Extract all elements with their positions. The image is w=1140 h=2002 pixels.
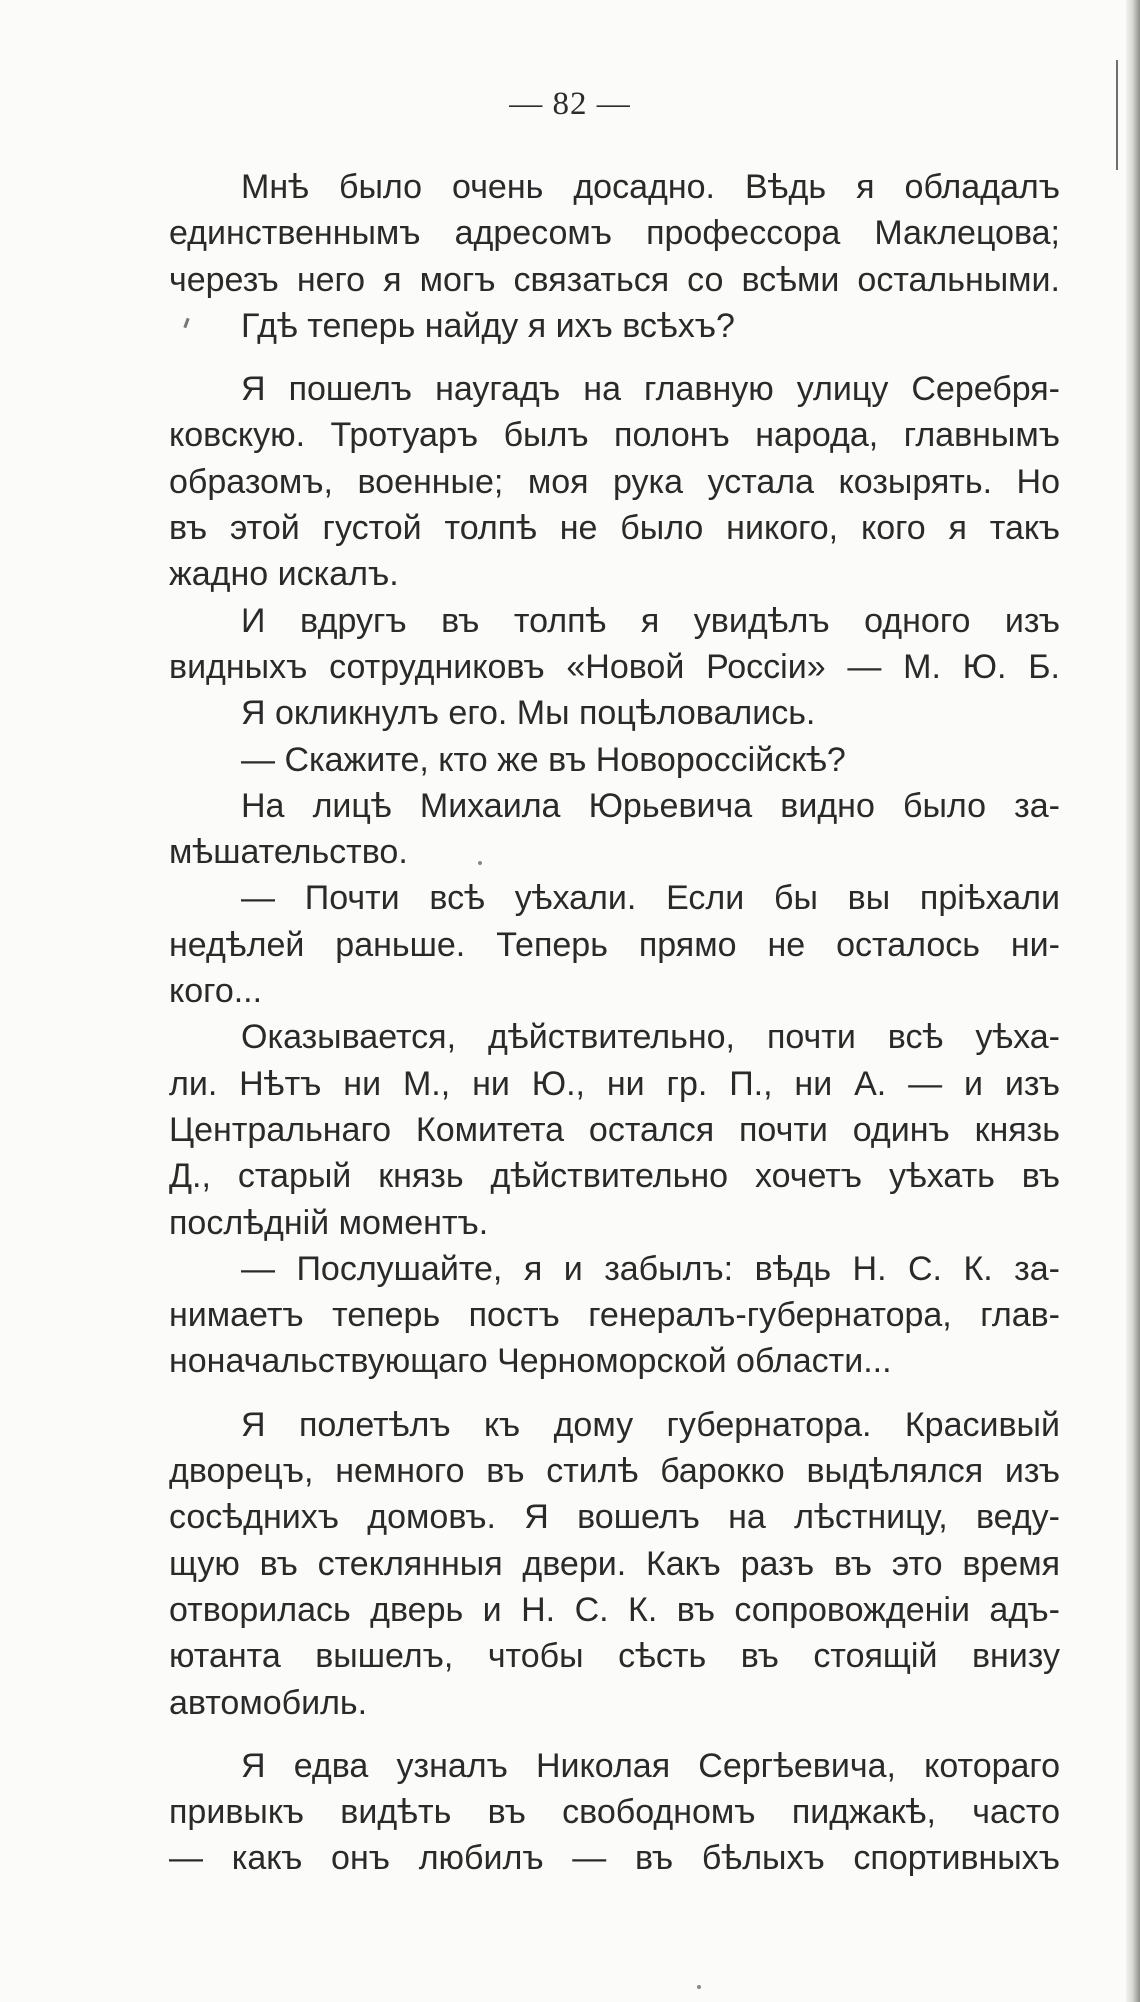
text-line: — Послушайте, я и забылъ: вѣдь Н. С. К. за- (241, 1249, 1060, 1288)
text-line: Я окликнулъ его. Мы поцѣловались. (241, 694, 816, 733)
text-line: Я едва узналъ Николая Сергѣевича, котораго (241, 1746, 1060, 1785)
text-line: Гдѣ теперь найду я ихъ всѣхъ? (241, 306, 735, 345)
text-line: черезъ него я могъ связаться со всѣми остальными. (169, 260, 1060, 299)
text-line: И вдругъ въ толпѣ я увидѣлъ одного изъ (241, 601, 1060, 640)
text-line: недѣлей раньше. Теперь прямо не осталось ни- (169, 925, 1060, 964)
text-line: На лицѣ Михаила Юрьевича видно было за- (241, 786, 1060, 825)
text-line: въ этой густой толпѣ не было никого, кого я такъ (169, 509, 1060, 548)
text-line: щую въ стеклянныя двери. Какъ разъ въ это время (169, 1544, 1060, 1583)
text-line: единственнымъ адресомъ профессора Маклецова; (169, 214, 1060, 253)
page-edge-shadow (1126, 0, 1140, 2002)
text-line: отворилась дверь и Н. С. К. въ сопровожденіи адъ- (169, 1590, 1060, 1629)
text-line: нимаетъ теперь постъ генералъ-губернатора, глав- (169, 1296, 1060, 1335)
text-line: видныхъ сотрудниковъ «Новой Россіи» — М. Ю. Б. (169, 647, 1060, 686)
text-line: Центральнаго Комитета остался почти одинъ князь (169, 1110, 1060, 1149)
page-number: — 82 — (509, 86, 631, 122)
text-line: дворецъ, немного въ стилѣ барокко выдѣлялся изъ (169, 1452, 1060, 1491)
body-text (169, 164, 1060, 1882)
text-line: — Скажите, кто же въ Новороссійскѣ? (241, 740, 846, 779)
text-line: Я пошелъ наугадъ на главную улицу Серебря- (241, 370, 1060, 409)
text-line: автомобиль. (169, 1683, 368, 1722)
text-line: образомъ, военные; моя рука устала козырять. Но (169, 462, 1060, 501)
text-line: ли. Нѣтъ ни М., ни Ю., ни гр. П., ни А. — и изъ (169, 1064, 1060, 1103)
text-line: — какъ онъ любилъ — въ бѣлыхъ спортивныхъ (169, 1839, 1060, 1878)
text-line: привыкъ видѣть въ свободномъ пиджакѣ, часто (169, 1793, 1060, 1832)
text-line: Д., старый князь дѣйствительно хочетъ уѣхать въ (169, 1157, 1060, 1196)
text-line: Мнѣ было очень досадно. Вѣдь я обладалъ (241, 168, 1060, 206)
text-line: мѣшательство. (169, 833, 408, 872)
text-line: ноначальствующаго Черноморской области... (169, 1342, 892, 1381)
text-line: — Почти всѣ уѣхали. Если бы вы пріѣхали (241, 879, 1060, 918)
text-line: Оказывается, дѣйствительно, почти всѣ уѣха- (241, 1018, 1060, 1057)
text-line: кого... (169, 972, 263, 1011)
text-line: послѣдній моментъ. (169, 1203, 489, 1242)
text-line: ютанта вышелъ, чтобы сѣсть въ стоящій внизу (169, 1637, 1060, 1676)
text-line: жадно искалъ. (169, 555, 399, 594)
text-line: ковскую. Тротуаръ былъ полонъ народа, главнымъ (169, 416, 1060, 455)
ink-speck (697, 1985, 701, 1989)
text-line: Я полетѣлъ къ дому губернатора. Красивый (241, 1405, 1060, 1444)
text-line: сосѣднихъ домовъ. Я вошелъ на лѣстницу, веду- (169, 1498, 1060, 1537)
